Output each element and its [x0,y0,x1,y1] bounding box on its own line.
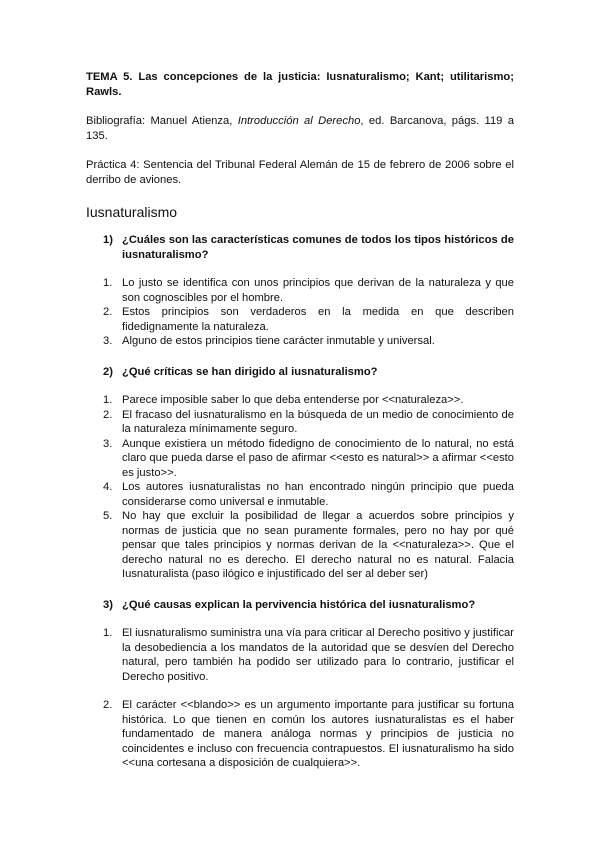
question-3 [86,598,514,613]
item-text: Lo justo se identifica con unos principios que derivan de la naturaleza y que son cognoscibles por el hombre. [122,277,514,304]
answer-list-3 [86,626,514,771]
list-item [86,393,514,408]
topic-title: TEMA 5. Las concepciones de la justicia: Iusnaturalismo; Kant; utilitarismo; Rawls. [86,71,514,98]
item-text: Los autores iusnaturalistas no han encontrado ningún principio que pueda considerarse como universal e inmutable. [122,481,514,508]
item-text: El iusnaturalismo suministra una vía para criticar al Derecho positivo y justificar la desobediencia a los mandatos de la autoridad que se desvíen del Derecho natural, pero también ha podido ser utilizado para lo contrario, justificar el Derecho positivo. [122,627,514,683]
list-item [86,276,514,305]
answer-list-2 [86,393,514,582]
question-text: ¿Qué críticas se han dirigido al iusnaturalismo? [122,365,378,378]
list-item [86,480,514,509]
item-number: 3. [103,335,113,347]
document-body [86,70,514,787]
question-1 [86,233,514,262]
item-number: 2. [103,699,113,711]
section-heading: Iusnaturalismo [86,204,178,220]
question-text: ¿Qué causas explican la pervivencia histórica del iusnaturalismo? [122,598,476,611]
item-text: Alguno de estos principios tiene carácter inmutable y universal. [122,335,435,347]
list-item [86,437,514,481]
item-number: 1. [103,394,113,406]
item-number: 2. [103,408,113,421]
question-number: 2) [103,365,113,378]
question-2 [86,365,514,380]
bibliography-prefix: Bibliografía: Manuel Atienza, [86,115,238,127]
bibliography-suffix: , ed. Barcanova, págs. 119 a 135. [86,115,514,142]
question-text: ¿Cuáles son las características comunes de todos los tipos históricos de iusnaturalismo? [122,234,514,261]
list-item [86,408,514,437]
bibliography-book-title: Introducción al Derecho [237,115,361,127]
list-item [86,334,514,349]
list-item [86,305,514,334]
item-text: El fracaso del iusnaturalismo en la búsqueda de un medio de conocimiento de la naturaleza mínimamente seguro. [122,408,514,435]
question-number: 1) [103,234,113,246]
question-number: 3) [103,598,113,611]
list-item [86,698,514,771]
item-text: Estos principios son verdaderos en la medida en que describen fidedignamente la naturaleza. [122,306,514,333]
item-number: 1. [103,627,113,639]
item-text: Aunque existiera un método fidedigno de conocimiento de lo natural, no está claro que pueda darse el paso de afirmar <<esto es natural>> a afirmar <<esto es justo>>. [122,437,514,479]
list-item [86,509,514,582]
item-number: 2. [103,306,113,318]
bibliography [86,114,514,143]
item-text: Parece imposible saber lo que deba entenderse por <<naturaleza>>. [122,394,464,406]
item-number: 3. [103,437,113,450]
list-item [86,626,514,684]
item-text: El carácter <<blando>> es un argumento importante para justificar su fortuna histórica. Lo que tienen en común los autores iusnaturalistas es el haber fundamentado de manera análoga normas y principios de justicia no coincidentes e incluso con frecuencia contrapuestos. El iusnaturalismo ha sido <<una cortesana a disposición de cualquiera>>. [122,699,514,769]
item-number: 4. [103,481,113,493]
practice-note: Práctica 4: Sentencia del Tribunal Federal Alemán de 15 de febrero de 2006 sobre el derribo de aviones. [86,159,514,186]
answer-list-1 [86,276,514,349]
item-text: No hay que excluir la posibilidad de llegar a acuerdos sobre principios y normas de justicia que no sean puramente formales, pero no hay por qué pensar que tales principios y normas derivan de la <<naturaleza>>. Que el derecho natural no es derecho. El derecho natural no es natural. Falacia Iusnaturalista (paso ilógico e injustificado del ser al deber ser) [122,510,514,580]
item-number: 5. [103,510,113,522]
item-number: 1. [103,277,113,289]
